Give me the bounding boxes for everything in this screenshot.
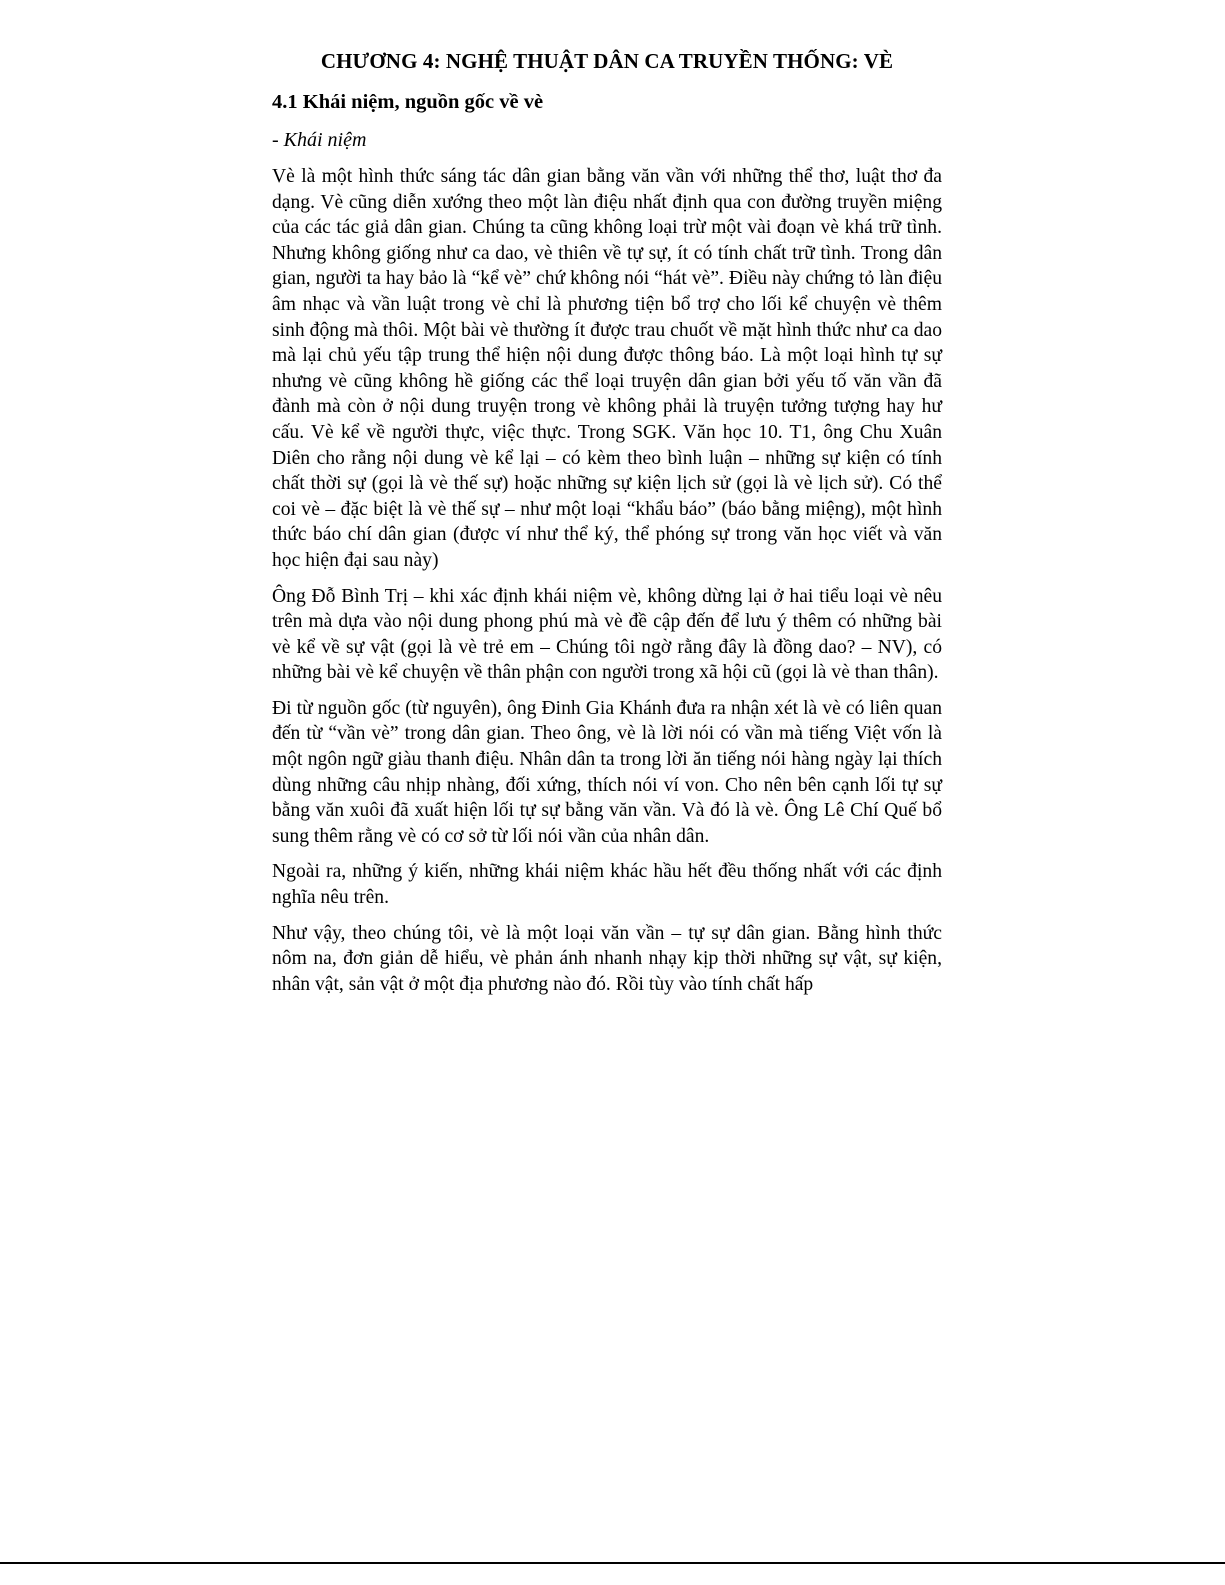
paragraph-5: Như vậy, theo chúng tôi, vè là một loại văn vần – tự sự dân gian. Bằng hình thức nôm na, đơn giản dễ hiểu, vè phản ánh nhanh nhạy kịp thời những sự vật, sự kiện, nhân vật, sản vật ở một địa phương nào đó. Rồi tùy vào tính chất hấp bbox=[272, 922, 942, 995]
chapter-title: CHƯƠNG 4: NGHỆ THUẬT DÂN CA TRUYỀN THỐNG: VÈ bbox=[320, 49, 894, 73]
paragraph-4: Ngoài ra, những ý kiến, những khái niệm khác hầu hết đều thống nhất với các định nghĩa nêu trên. bbox=[272, 861, 942, 909]
paragraph-2: Ông Đỗ Bình Trị – khi xác định khái niệm vè, không dừng lại ở hai tiểu loại vè nêu trên mà dựa vào nội dung phong phú mà vè đề cập đến để lưu ý thêm có những bài vè kể về sự vật (gọi là vè trẻ em – Chúng tôi ngờ rằng đây là đồng dao? – NV), có những bài vè kể chuyện về thân phận con người trong xã hội cũ (gọi là vè than thân). bbox=[272, 585, 942, 684]
page-bottom-rule bbox=[0, 1562, 1225, 1564]
paragraph-1: Vè là một hình thức sáng tác dân gian bằng văn vần với những thể thơ, luật thơ đa dạng. Vè cũng diễn xướng theo một làn điệu nhất định qua con đường truyền miệng của các tác giả dân gian. Chúng ta cũng không loại trừ một vài đoạn vè khá trữ tình. Nhưng không giống như ca dao, vè thiên về tự sự, ít có tính chất trữ tình. Trong dân gian, người ta hay bảo là “kể vè” chứ không nói “hát vè”. Điều này chứng tỏ làn điệu âm nhạc và vần luật trong vè chỉ là phương tiện bổ trợ cho lối kể chuyện vè thêm sinh động mà thôi. Một bài vè thường ít được trau chuốt về mặt hình thức như ca dao mà lại chủ yếu tập trung thể hiện nội dung được thông báo. Là một loại hình tự sự nhưng vè cũng không hề giống các thể loại truyện dân gian bởi yếu tố văn vần đã đành mà còn ở nội dung truyện trong vè không phải là truyện tưởng tượng hay hư cấu. Vè kể về người thực, việc thực. Trong SGK. Văn học 10. T1, ông Chu Xuân Diên cho rằng nội dung vè kể lại – có kèm theo bình luận – những sự kiện có tính chất thời sự (gọi là vè thế sự) hoặc những sự kiện lịch sử (gọi là vè lịch sử). Có thể coi vè – đặc biệt là vè thế sự – như một loại “khẩu báo” (báo bằng miệng), một hình thức báo chí dân gian (được ví như thể ký, thể phóng sự trong văn học viết và văn học hiện đại sau này) bbox=[272, 166, 942, 571]
document-body bbox=[272, 46, 942, 997]
section-heading: 4.1 Khái niệm, nguồn gốc về vè bbox=[272, 91, 544, 113]
paragraph-3: Đi từ nguồn gốc (từ nguyên), ông Đinh Gia Khánh đưa ra nhận xét là vè có liên quan đến từ “vần vè” trong dân gian. Theo ông, vè là lời nói có vần mà tiếng Việt vốn là một ngôn ngữ giàu thanh điệu. Nhân dân ta trong lời ăn tiếng nói hàng ngày lại thích dùng những câu nhịp nhàng, đối xứng, thích nói ví von. Cho nên bên cạnh lối tự sự bằng văn xuôi đã xuất hiện lối tự sự bằng văn vần. Và đó là vè. Ông Lê Chí Quế bổ sung thêm rằng vè có cơ sở từ lối nói vần của nhân dân. bbox=[272, 697, 942, 847]
subheading-khai-niem: - Khái niệm bbox=[272, 129, 367, 151]
